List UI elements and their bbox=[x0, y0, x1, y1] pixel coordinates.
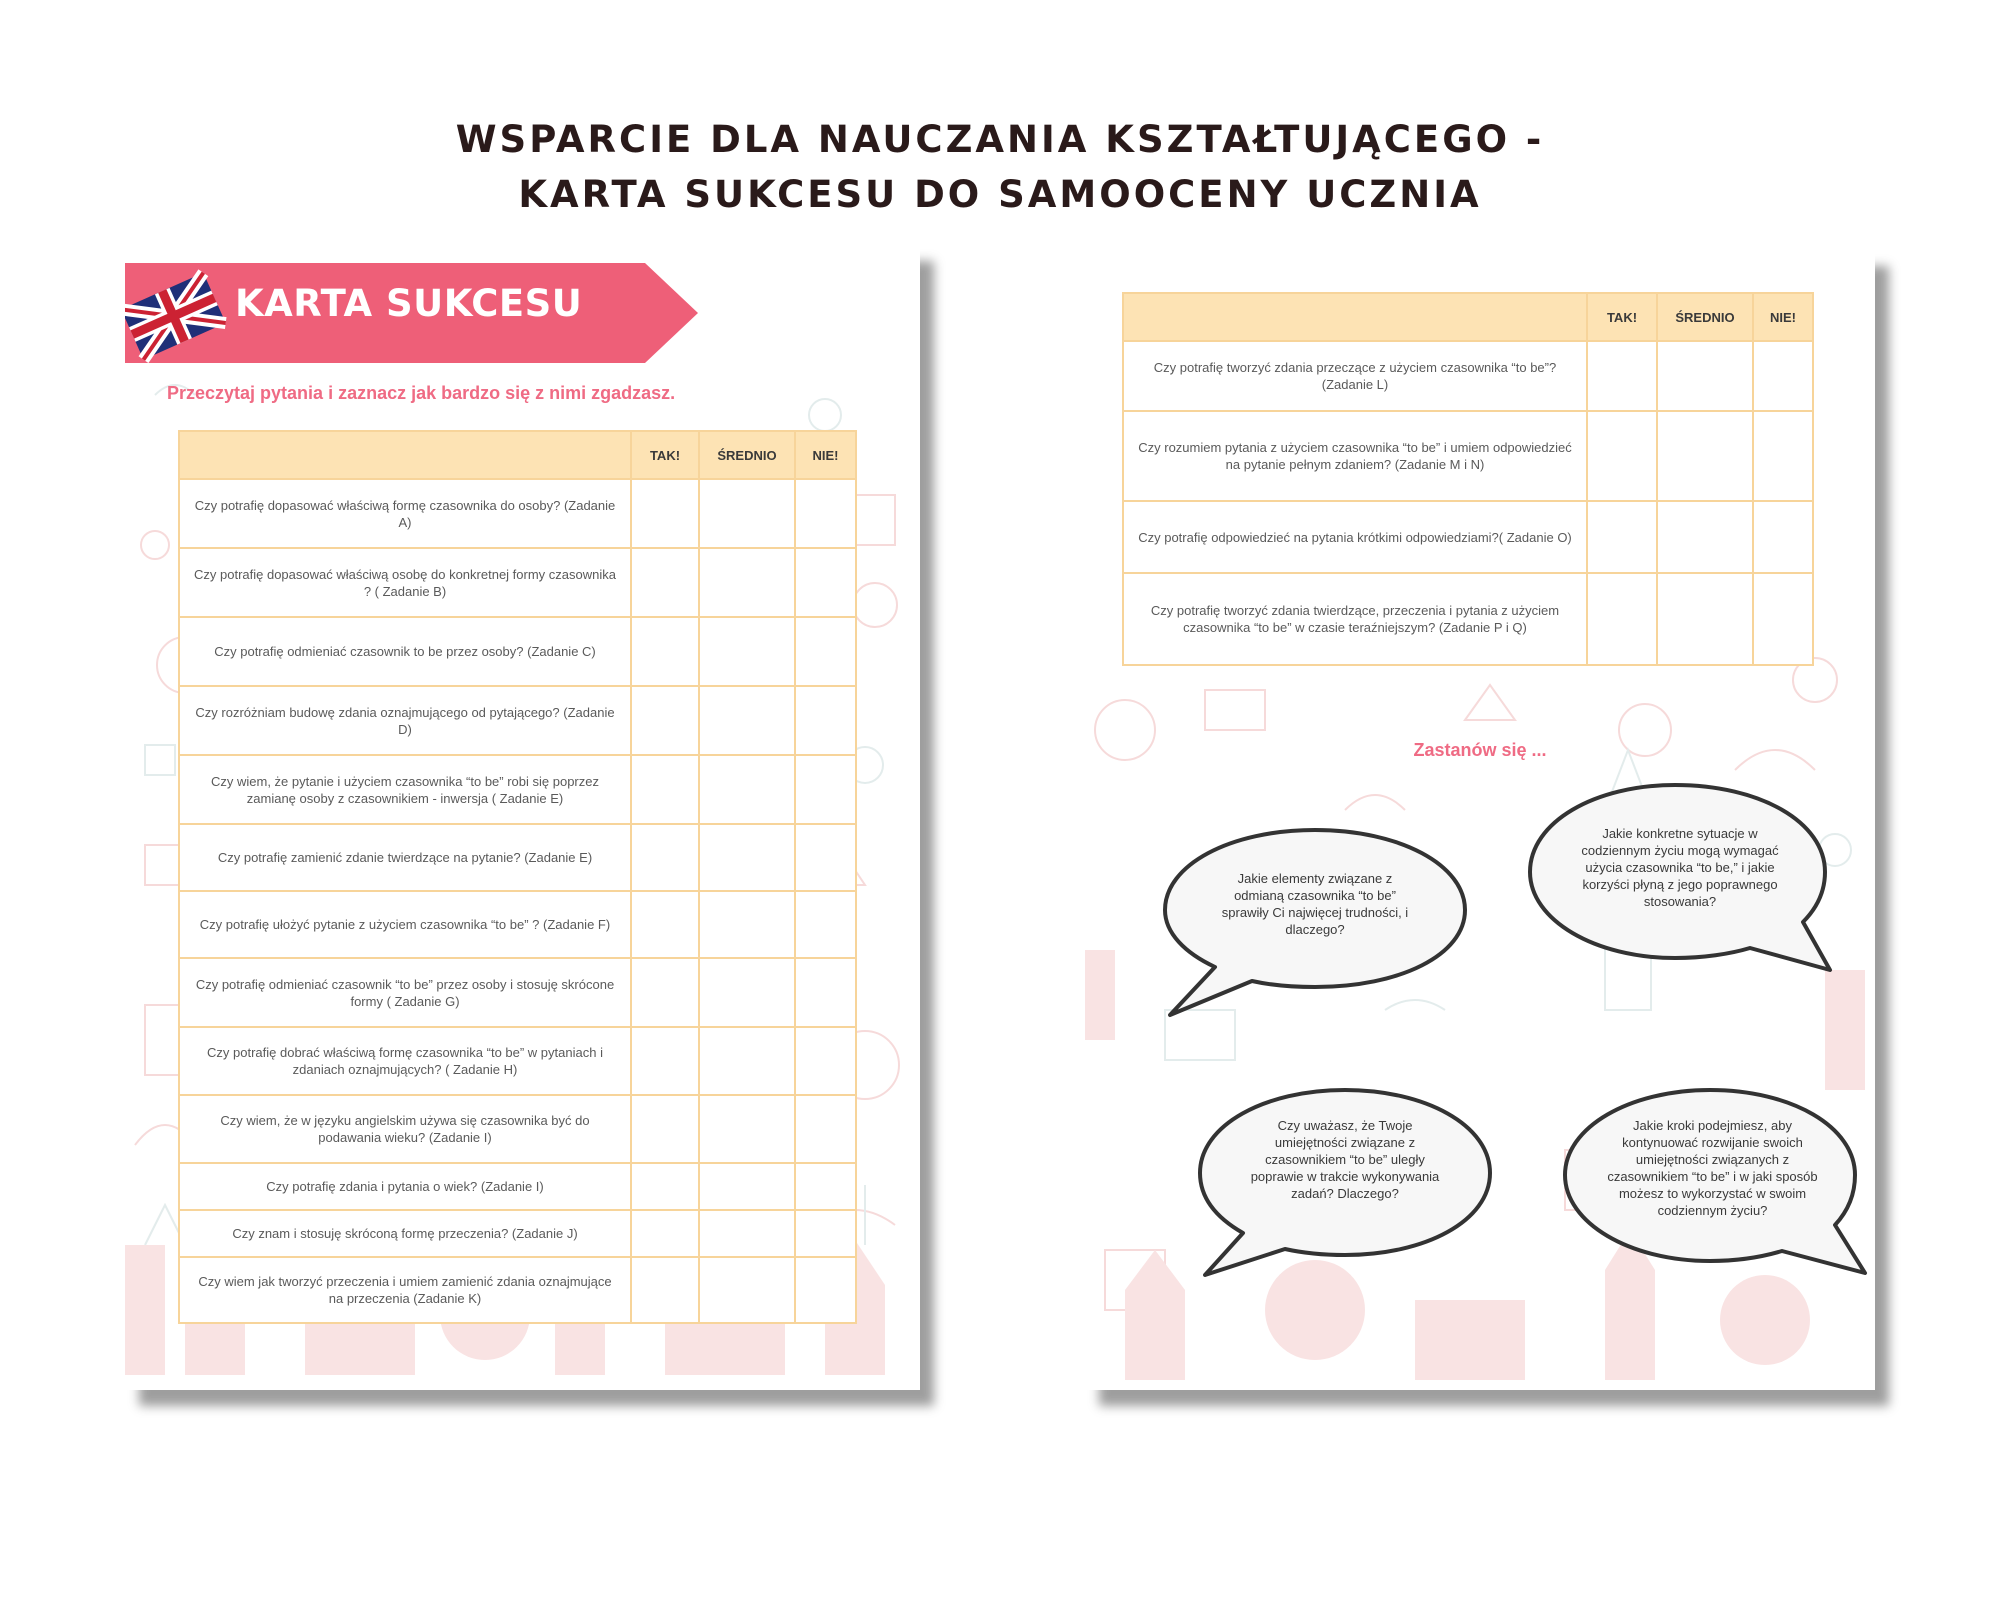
question-text: Czy rozumiem pytania z użyciem czasownika “to be” i umiem odpowiedzieć na pytanie pełnym zdaniem? (Zadanie M i N) bbox=[1123, 411, 1587, 501]
speech-bubble-3 bbox=[1195, 1085, 1495, 1280]
speech-bubble-2 bbox=[1525, 780, 1835, 980]
answer-cell-no[interactable] bbox=[795, 755, 856, 824]
question-text: Czy wiem, że w języku angielskim używa się czasownika być do podawania wieku? (Zadanie I) bbox=[179, 1095, 631, 1163]
success-card-page-1 bbox=[125, 245, 920, 1390]
answer-cell-yes[interactable] bbox=[631, 1210, 699, 1257]
answer-cell-no[interactable] bbox=[1753, 501, 1813, 573]
main-title-line-1: WSPARCIE DLA NAUCZANIA KSZTAŁTUJĄCEGO - bbox=[455, 118, 1545, 161]
table-row bbox=[179, 548, 856, 617]
answer-cell-yes[interactable] bbox=[1587, 411, 1657, 501]
answer-cell-yes[interactable] bbox=[631, 548, 699, 617]
answer-cell-no[interactable] bbox=[795, 1027, 856, 1095]
question-text: Czy potrafię dopasować właściwą osobę do konkretnej formy czasownika ? ( Zadanie B) bbox=[179, 548, 631, 617]
table-row bbox=[179, 686, 856, 755]
answer-cell-yes[interactable] bbox=[631, 755, 699, 824]
answer-cell-yes[interactable] bbox=[631, 824, 699, 891]
answer-cell-no[interactable] bbox=[795, 1163, 856, 1210]
header-question-cell bbox=[179, 431, 631, 479]
answer-cell-no[interactable] bbox=[1753, 341, 1813, 411]
bubble-question: Czy uważasz, że Twoje umiejętności związane z czasownikiem “to be” uległy poprawie w trakcie wykonywania zadań? Dlaczego? bbox=[1250, 1118, 1440, 1201]
answer-cell-medium[interactable] bbox=[699, 755, 795, 824]
column-header-no: NIE! bbox=[1753, 293, 1813, 341]
self-assessment-table-2 bbox=[1122, 292, 1814, 666]
answer-cell-medium[interactable] bbox=[699, 548, 795, 617]
answer-cell-medium[interactable] bbox=[699, 891, 795, 958]
table-row bbox=[1123, 341, 1813, 411]
answer-cell-no[interactable] bbox=[795, 479, 856, 548]
answer-cell-no[interactable] bbox=[795, 824, 856, 891]
answer-cell-yes[interactable] bbox=[1587, 501, 1657, 573]
main-title-line-2: KARTA SUKCESU DO SAMOOCENY UCZNIA bbox=[518, 173, 1482, 216]
table-row bbox=[179, 1163, 856, 1210]
answer-cell-no[interactable] bbox=[795, 617, 856, 686]
answer-cell-no[interactable] bbox=[795, 1210, 856, 1257]
table-row bbox=[179, 824, 856, 891]
table-row bbox=[179, 891, 856, 958]
banner-title: KARTA SUKCESU bbox=[235, 282, 583, 325]
question-text: Czy potrafię odpowiedzieć na pytania krótkimi odpowiedziami?( Zadanie O) bbox=[1123, 501, 1587, 573]
question-text: Czy potrafię tworzyć zdania twierdzące, przeczenia i pytania z użyciem czasownika “to be” w czasie teraźniejszym? (Zadanie P i Q) bbox=[1123, 573, 1587, 665]
speech-bubble-4 bbox=[1560, 1085, 1870, 1285]
table-row bbox=[179, 958, 856, 1027]
answer-cell-medium[interactable] bbox=[1657, 411, 1753, 501]
self-assessment-table-1 bbox=[178, 430, 857, 1324]
answer-cell-medium[interactable] bbox=[699, 824, 795, 891]
table-row bbox=[179, 617, 856, 686]
answer-cell-no[interactable] bbox=[1753, 573, 1813, 665]
table-row bbox=[1123, 573, 1813, 665]
bubble-question: Jakie konkretne sytuacje w codziennym życiu mogą wymagać użycia czasownika “to be,” i jakie korzyści płyną z jego poprawnego stosowania? bbox=[1581, 826, 1779, 909]
answer-cell-medium[interactable] bbox=[699, 1163, 795, 1210]
question-text: Czy potrafię odmieniać czasownik to be przez osoby? (Zadanie C) bbox=[179, 617, 631, 686]
table-row bbox=[179, 1027, 856, 1095]
table-header-row bbox=[1123, 293, 1813, 341]
answer-cell-medium[interactable] bbox=[699, 1027, 795, 1095]
answer-cell-no[interactable] bbox=[795, 891, 856, 958]
answer-cell-medium[interactable] bbox=[699, 479, 795, 548]
answer-cell-medium[interactable] bbox=[1657, 341, 1753, 411]
success-card-page-2 bbox=[1085, 250, 1875, 1390]
question-text: Czy potrafię dopasować właściwą formę czasownika do osoby? (Zadanie A) bbox=[179, 479, 631, 548]
answer-cell-yes[interactable] bbox=[631, 479, 699, 548]
bubble-question: Jakie elementy związane z odmianą czasownika “to be” sprawiły Ci najwięcej trudności, i dlaczego? bbox=[1221, 871, 1409, 937]
column-header-medium: ŚREDNIO bbox=[699, 431, 795, 479]
answer-cell-yes[interactable] bbox=[631, 1257, 699, 1323]
answer-cell-yes[interactable] bbox=[631, 617, 699, 686]
answer-cell-no[interactable] bbox=[795, 1257, 856, 1323]
table-row bbox=[179, 755, 856, 824]
answer-cell-medium[interactable] bbox=[699, 958, 795, 1027]
answer-cell-yes[interactable] bbox=[1587, 573, 1657, 665]
answer-cell-medium[interactable] bbox=[1657, 573, 1753, 665]
bubble-question: Jakie kroki podejmiesz, aby kontynuować rozwijanie swoich umiejętności związanych z czasownikiem “to be” i w jaki sposób możesz to wykorzystać w swoim codziennym życiu? bbox=[1607, 1118, 1818, 1218]
instruction-text: Przeczytaj pytania i zaznacz jak bardzo się z nimi zgadzasz. bbox=[167, 383, 676, 403]
answer-cell-medium[interactable] bbox=[699, 617, 795, 686]
table-row bbox=[179, 1257, 856, 1323]
main-title bbox=[0, 112, 2000, 222]
table-row bbox=[1123, 411, 1813, 501]
question-text: Czy wiem jak tworzyć przeczenia i umiem zamienić zdania oznajmujące na przeczenia (Zadanie K) bbox=[179, 1257, 631, 1323]
table-row bbox=[179, 1095, 856, 1163]
question-text: Czy potrafię tworzyć zdania przeczące z użyciem czasownika “to be”? (Zadanie L) bbox=[1123, 341, 1587, 411]
column-header-yes: TAK! bbox=[1587, 293, 1657, 341]
answer-cell-no[interactable] bbox=[795, 548, 856, 617]
answer-cell-yes[interactable] bbox=[631, 958, 699, 1027]
table-row bbox=[1123, 501, 1813, 573]
question-text: Czy potrafię zdania i pytania o wiek? (Zadanie I) bbox=[179, 1163, 631, 1210]
column-header-no: NIE! bbox=[795, 431, 856, 479]
column-header-yes: TAK! bbox=[631, 431, 699, 479]
table-row bbox=[179, 1210, 856, 1257]
answer-cell-yes[interactable] bbox=[631, 1095, 699, 1163]
answer-cell-no[interactable] bbox=[795, 686, 856, 755]
reflection-title: Zastanów się ... bbox=[1413, 740, 1547, 760]
answer-cell-medium[interactable] bbox=[699, 1210, 795, 1257]
column-header-medium: ŚREDNIO bbox=[1657, 293, 1753, 341]
answer-cell-medium[interactable] bbox=[699, 1095, 795, 1163]
header-question-cell bbox=[1123, 293, 1587, 341]
question-text: Czy znam i stosuję skróconą formę przeczenia? (Zadanie J) bbox=[179, 1210, 631, 1257]
answer-cell-medium[interactable] bbox=[699, 686, 795, 755]
question-text: Czy potrafię ułożyć pytanie z użyciem czasownika “to be” ? (Zadanie F) bbox=[179, 891, 631, 958]
table-row bbox=[179, 479, 856, 548]
question-text: Czy potrafię zamienić zdanie twierdzące na pytanie? (Zadanie E) bbox=[179, 824, 631, 891]
answer-cell-medium[interactable] bbox=[699, 1257, 795, 1323]
answer-cell-no[interactable] bbox=[795, 958, 856, 1027]
answer-cell-no[interactable] bbox=[795, 1095, 856, 1163]
answer-cell-yes[interactable] bbox=[1587, 341, 1657, 411]
question-text: Czy potrafię odmieniać czasownik “to be” przez osoby i stosuję skrócone formy ( Zadanie G) bbox=[179, 958, 631, 1027]
answer-cell-yes[interactable] bbox=[631, 1027, 699, 1095]
answer-cell-medium[interactable] bbox=[1657, 501, 1753, 573]
question-text: Czy potrafię dobrać właściwą formę czasownika “to be” w pytaniach i zdaniach oznajmujących? ( Zadanie H) bbox=[179, 1027, 631, 1095]
question-text: Czy wiem, że pytanie i użyciem czasownika “to be” robi się poprzez zamianę osoby z czasownikiem - inwersja ( Zadanie E) bbox=[179, 755, 631, 824]
answer-cell-no[interactable] bbox=[1753, 411, 1813, 501]
answer-cell-yes[interactable] bbox=[631, 686, 699, 755]
speech-bubble-1 bbox=[1160, 825, 1470, 1025]
table-header-row bbox=[179, 431, 856, 479]
question-text: Czy rozróżniam budowę zdania oznajmującego od pytającego? (Zadanie D) bbox=[179, 686, 631, 755]
answer-cell-yes[interactable] bbox=[631, 1163, 699, 1210]
answer-cell-yes[interactable] bbox=[631, 891, 699, 958]
